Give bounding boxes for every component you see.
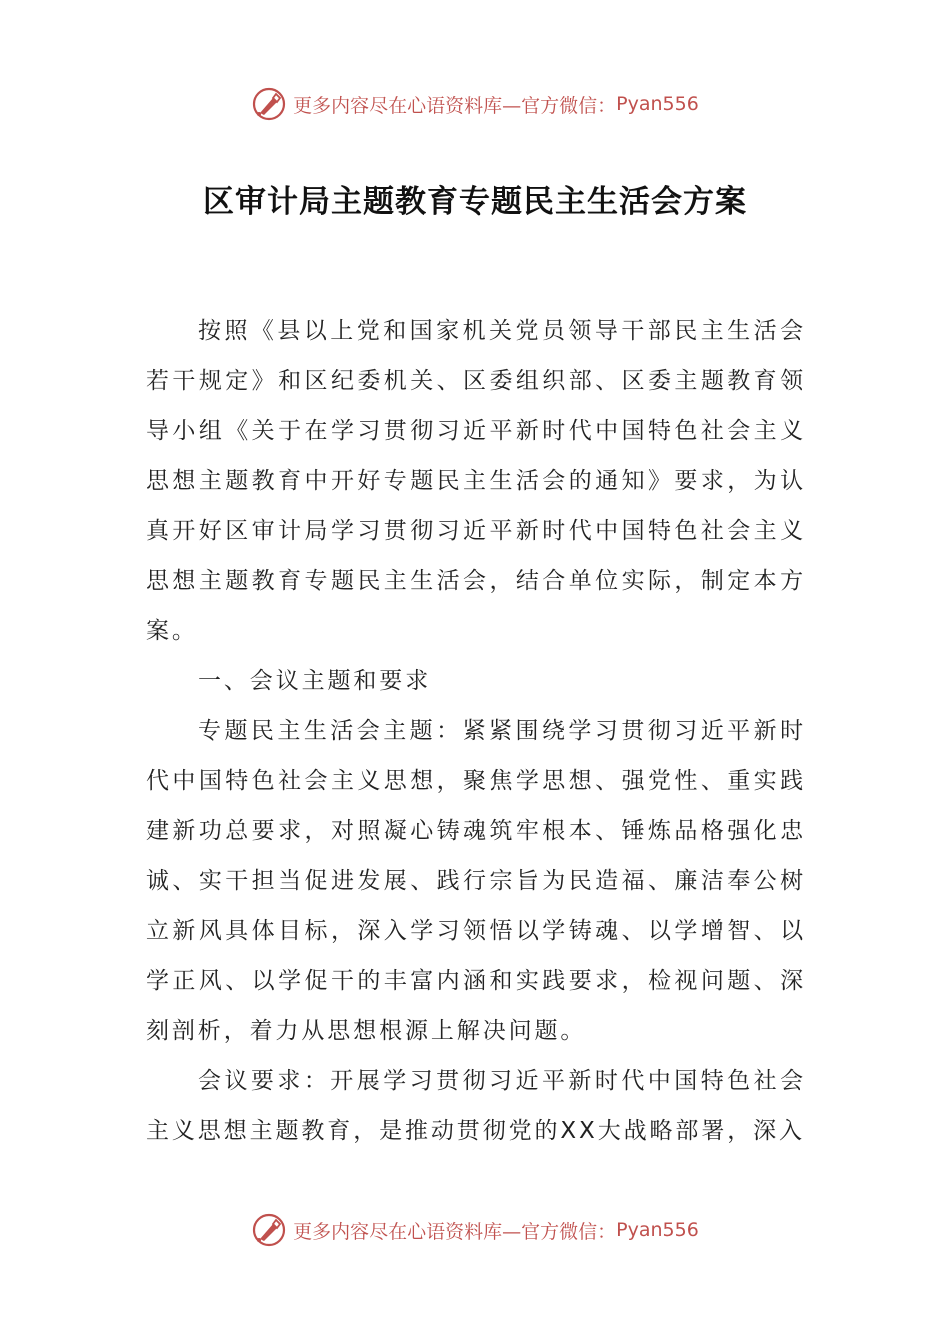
paragraph-intro: 按照《县以上党和国家机关党员领导干部民主生活会若干规定》和区纪委机关、区委组织部、区委主题教育领导小组《关于在学习贯彻习近平新时代中国特色社会主义思想主题教育中开好专题民主生活会的通知》要求，为认真开好区审计局学习贯彻习近平新时代中国特色社会主义思想主题教育专题民主生活会，结合单位实际，制定本方案。 [146,318,806,644]
watermark-contact: Pyan556 [616,93,699,115]
pen-nib-logo-icon [251,1212,287,1248]
section-heading-1: 一、会议主题和要求 [198,668,432,694]
document-title: 区审计局主题教育专题民主生活会方案 [203,184,747,220]
watermark-text: 更多内容尽在心语资料库—官方微信： [293,1220,617,1243]
footer-watermark [0,1210,950,1250]
paragraph-requirements: 会议要求：开展学习贯彻习近平新时代中国特色社会主义思想主题教育，是推动贯彻党的XX大战略部署，深入 [146,1068,806,1144]
watermark-contact: Pyan556 [616,1219,699,1241]
watermark-text: 更多内容尽在心语资料库—官方微信： [293,94,617,117]
document-body [146,306,806,1156]
pen-nib-logo-icon [251,86,287,122]
paragraph-theme: 专题民主生活会主题：紧紧围绕学习贯彻习近平新时代中国特色社会主义思想，聚焦学思想、强党性、重实践建新功总要求，对照凝心铸魂筑牢根本、锤炼品格强化忠诚、实干担当促进发展、践行宗旨为民造福、廉洁奉公树立新风具体目标，深入学习领悟以学铸魂、以学增智、以学正风、以学促干的丰富内涵和实践要求，检视问题、深刻剖析，着力从思想根源上解决问题。 [146,718,806,1044]
header-watermark [0,84,950,124]
